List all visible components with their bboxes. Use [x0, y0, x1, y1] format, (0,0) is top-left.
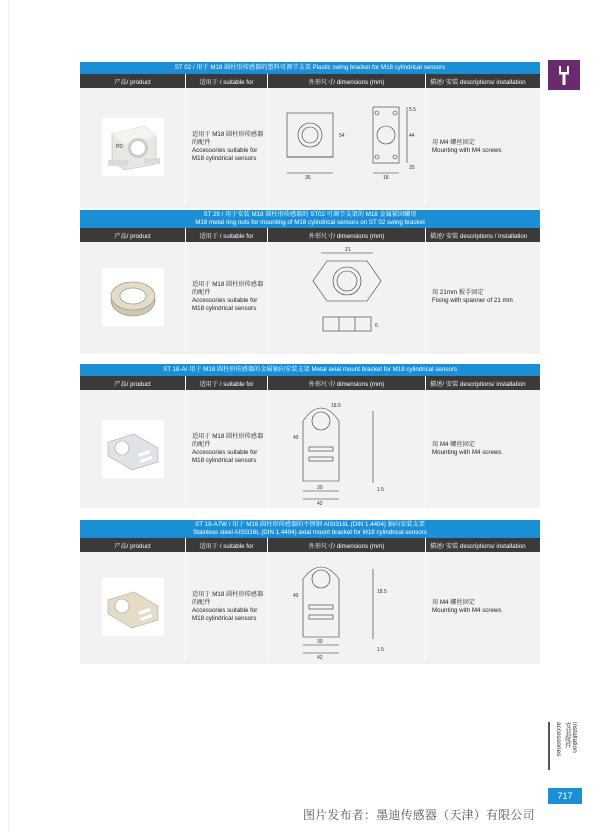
header-dimensions: 外形尺寸/ dimensions (mm): [268, 228, 426, 242]
suitable-en: Accessories suitable for M18 cylindrical sensors: [192, 297, 258, 312]
svg-text:PD: PD: [115, 144, 123, 150]
header-suitable: 适用于 / suitable for: [186, 74, 268, 88]
dim-label: 21: [344, 247, 351, 253]
dim-label: 1.5: [376, 647, 384, 653]
header-product: 产品/ product: [80, 228, 186, 242]
dimension-drawing: [268, 390, 426, 508]
product-image-cell: [80, 88, 186, 206]
side-section-label: [553, 722, 583, 762]
dim-label: 18: [382, 175, 389, 181]
suitable-cell: [186, 552, 268, 662]
product-section-st18a: [80, 364, 540, 508]
suitable-cn: 适用于 M18 圆柱形传感器的配件: [192, 433, 264, 448]
desc-cn: 用 M4 螺丝固定: [432, 441, 475, 448]
suitable-en: Accessories suitable for M18 cylindrical sensors: [192, 607, 258, 622]
dim-label: 54: [338, 133, 345, 139]
dim-label: 36: [304, 175, 311, 181]
product-section-st29: [80, 210, 540, 354]
header-description: 描述/ 安装 descriptions/ installation: [430, 380, 526, 388]
description-cell: [426, 88, 540, 206]
header-dimensions: 外形尺寸/ dimensions (mm): [268, 74, 426, 88]
header-suitable: 适用于 / suitable for: [186, 538, 268, 552]
dim-label: 1.5: [376, 487, 384, 493]
side-divider: [548, 722, 550, 770]
dim-label: 44: [408, 133, 415, 139]
section-title-line1: ST 29 / 用于安装 M18 圆柱形传感器的 ST02 可调节支架的 M18 金属紧固螺母: [203, 211, 417, 218]
suitable-en: Accessories suitable for M18 cylindrical sensors: [192, 449, 258, 464]
dim-label: 6: [374, 323, 378, 329]
suitable-cell: [186, 242, 268, 352]
dim-label: 18.5: [376, 589, 387, 595]
description-cell: [426, 242, 540, 352]
section-title-line2: M18 metal ring nuts for mounting of M18 cylindrical sensors on ST 02 swing bracket: [195, 219, 425, 226]
product-image-cell: [80, 552, 186, 662]
dim-label: 25: [408, 165, 415, 171]
section-title-line1: ST 18-A7W / 用于 M18 圆柱形传感器的不锈钢 AISI316L (DIN 1.4404) 轴向安装支架: [195, 521, 425, 528]
dim-label: 42: [316, 501, 323, 507]
header-description: 描述/ 安装 descriptions/ installation: [430, 78, 526, 86]
suitable-cn: 适用于 M18 圆柱形传感器的配件: [192, 281, 264, 296]
header-description: 描述/ 安装 descriptions/ installation: [430, 542, 526, 550]
dim-label: 40: [292, 435, 299, 441]
section-title: ST 18-A/ 用于 M18 圆柱形传感器的金属轴向安装支架 Metal axial mount bracket for M18 cylindrical sensors: [80, 364, 540, 376]
product-photo: [102, 420, 164, 478]
desc-en: Fixing with spanner of 21 mm: [432, 297, 513, 304]
description-cell: [426, 552, 540, 662]
dim-label: 5.5: [408, 107, 416, 113]
publisher-watermark: 图片发布者：墨迪传感器（天津）有限公司: [303, 808, 535, 822]
suitable-en: Accessories suitable for M18 cylindrical sensors: [192, 147, 258, 162]
dim-label: 18.5: [330, 403, 341, 409]
fork-icon: [555, 64, 573, 86]
section-title: ST 02 / 用于 M18 圆柱形传感器的塑料可调节支架 Plastic swing bracket for M18 cylindrical sensors: [80, 62, 540, 74]
header-description: 描述/ 安装 descriptions / installation: [430, 232, 528, 240]
description-cell: [426, 390, 540, 508]
product-image-cell: [80, 390, 186, 508]
side-label-cn: 安装配件: [564, 722, 571, 748]
section-title-line2: Stainless steel AISI316L (DIN 1.4404) axial mount bracket for M18 cylindrical sensors: [193, 529, 427, 536]
suitable-cn: 适用于 M18 圆柱形传感器的配件: [192, 591, 264, 606]
header-product: 产品/ product: [80, 74, 186, 88]
header-product: 产品/ product: [80, 538, 186, 552]
section-title: [80, 520, 540, 538]
product-section-st02: [80, 62, 540, 208]
header-suitable: 适用于 / suitable for: [186, 376, 268, 390]
desc-en: Mounting with M4 screws: [432, 449, 502, 456]
product-photo: [102, 578, 164, 636]
header-product: 产品/ product: [80, 376, 186, 390]
section-tab: [548, 60, 580, 90]
desc-cn: 用 21mm 扳手固定: [432, 289, 484, 296]
dimension-drawing: [268, 552, 426, 662]
dim-label: 30: [316, 485, 323, 491]
page-number: 717: [548, 788, 582, 804]
dimension-drawing: [268, 242, 426, 352]
table-header: [80, 74, 540, 88]
desc-en: Mounting with M4 screws: [432, 147, 502, 154]
dimension-drawing: [268, 88, 426, 206]
side-label-en1: installation: [571, 722, 578, 753]
suitable-cell: [186, 88, 268, 206]
product-photo: [102, 268, 164, 326]
table-header: [80, 228, 540, 242]
table-header: [80, 538, 540, 552]
product-photo: [102, 118, 164, 176]
desc-cn: 用 M4 螺丝固定: [432, 139, 475, 146]
product-image-cell: [80, 242, 186, 352]
product-section-st18a7w: [80, 520, 540, 664]
suitable-cn: 适用于 M18 圆柱形传感器的配件: [192, 131, 264, 146]
dim-label: 42: [316, 655, 323, 661]
dim-label: 40: [292, 593, 299, 599]
desc-cn: 用 M4 螺丝固定: [432, 599, 475, 606]
section-title: [80, 210, 540, 228]
header-suitable: 适用于 / suitable for: [186, 228, 268, 242]
table-header: [80, 376, 540, 390]
suitable-cell: [186, 390, 268, 508]
header-dimensions: 外形尺寸/ dimensions (mm): [268, 376, 426, 390]
desc-en: Mounting with M4 screws: [432, 607, 502, 614]
dim-label: 30: [316, 639, 323, 645]
side-label-en2: accessories: [555, 722, 562, 757]
header-dimensions: 外形尺寸/ dimensions (mm): [268, 538, 426, 552]
page-margin-line: [8, 0, 9, 832]
